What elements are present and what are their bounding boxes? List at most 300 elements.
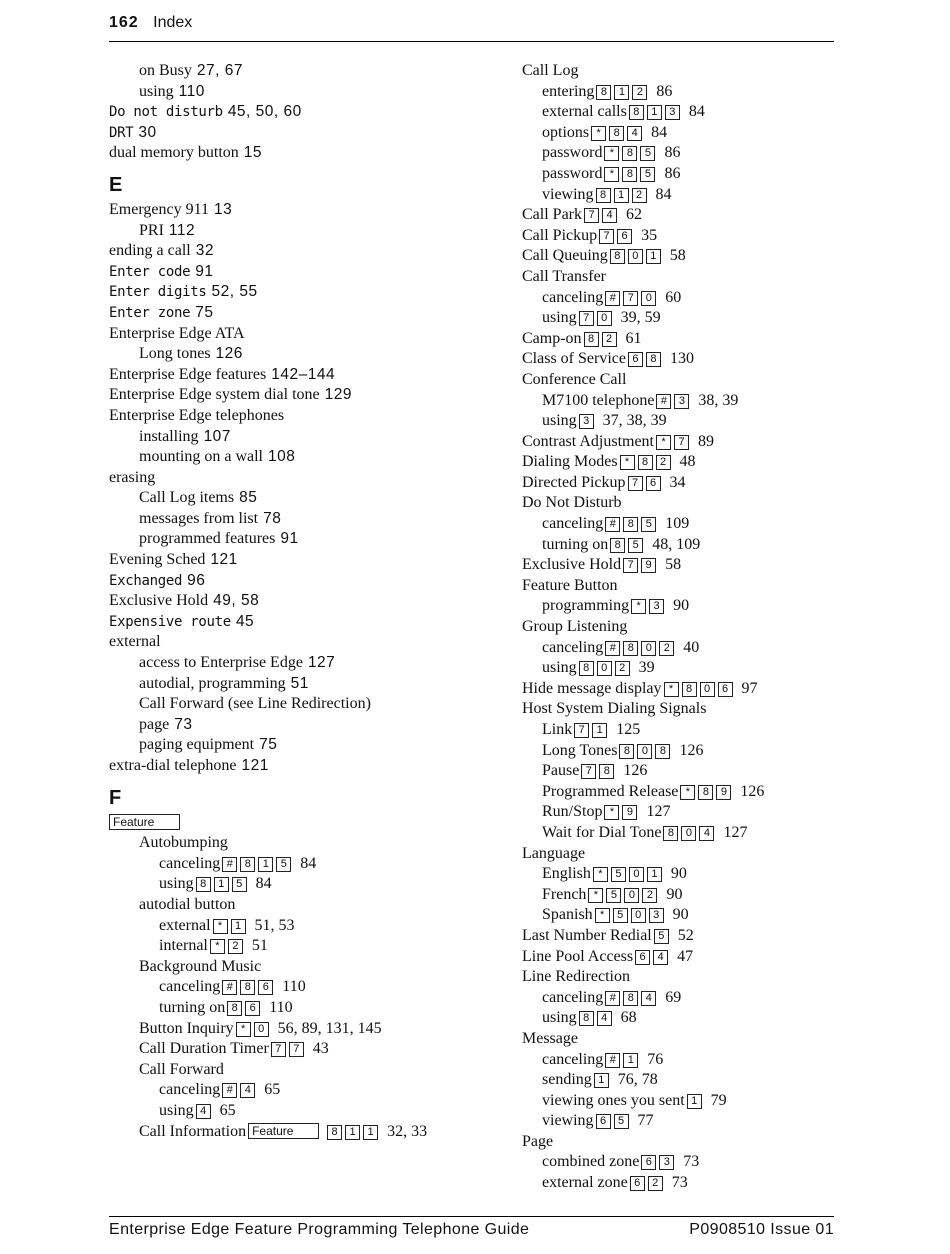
entry-page-numbers: 15 bbox=[243, 144, 263, 162]
entry-term: Message bbox=[522, 1029, 578, 1047]
entry-term: Do Not Disturb bbox=[522, 494, 622, 512]
entry-page-numbers: 43 bbox=[312, 1040, 329, 1058]
keypad-key-icon: 1 bbox=[594, 1073, 609, 1088]
key-sequence bbox=[595, 906, 667, 923]
entry-page-numbers: 61 bbox=[625, 329, 642, 347]
entry-term: canceling bbox=[542, 638, 604, 656]
entry-term: viewing ones you sent bbox=[542, 1091, 685, 1109]
entry-term: Dialing Modes bbox=[522, 453, 618, 471]
section-letter-heading: F bbox=[109, 786, 122, 809]
index-entry bbox=[522, 493, 842, 514]
keypad-key-icon: * bbox=[588, 888, 603, 903]
key-sequence bbox=[196, 875, 250, 892]
entry-page-numbers: 79 bbox=[710, 1091, 727, 1109]
entry-page-numbers: 126 bbox=[215, 345, 243, 363]
keypad-key-icon: * bbox=[680, 785, 695, 800]
keypad-key-icon: 1 bbox=[647, 867, 662, 882]
entry-page-numbers: 32, 33 bbox=[387, 1122, 428, 1140]
index-entry bbox=[522, 782, 842, 803]
keypad-key-icon: 2 bbox=[659, 641, 674, 656]
entry-term: autodial button bbox=[139, 895, 236, 913]
entry-page-numbers: 91 bbox=[195, 262, 214, 280]
entry-term: Group Listening bbox=[522, 618, 628, 636]
keypad-key-icon: 8 bbox=[327, 1125, 342, 1140]
keypad-key-icon: 5 bbox=[640, 146, 655, 161]
entry-page-numbers: 112 bbox=[168, 221, 196, 239]
index-entry bbox=[109, 1080, 509, 1101]
index-entry bbox=[109, 241, 509, 262]
keypad-key-icon: 0 bbox=[681, 826, 696, 841]
key-sequence bbox=[594, 1071, 612, 1088]
index-entry bbox=[522, 432, 842, 453]
keypad-key-icon: 1 bbox=[345, 1125, 360, 1140]
keypad-key-icon: 0 bbox=[700, 682, 715, 697]
key-sequence bbox=[579, 309, 615, 326]
keypad-key-icon: 1 bbox=[363, 1125, 378, 1140]
keypad-key-icon: * bbox=[620, 455, 635, 470]
index-entry bbox=[109, 102, 509, 123]
entry-page-numbers: 121 bbox=[241, 757, 269, 774]
entry-term: Conference Call bbox=[522, 370, 627, 388]
key-sequence bbox=[628, 350, 664, 367]
entry-term: Feature Button bbox=[522, 576, 618, 594]
keypad-key-icon: 8 bbox=[622, 146, 637, 161]
header-rule bbox=[109, 41, 834, 42]
entry-term: turning on bbox=[159, 998, 226, 1016]
keypad-key-icon: 2 bbox=[615, 661, 630, 676]
entry-page-numbers: 76, 78 bbox=[617, 1071, 658, 1089]
keypad-key-icon: 6 bbox=[245, 1001, 260, 1016]
entry-term: Last Number Redial bbox=[522, 926, 652, 944]
keypad-key-icon: 0 bbox=[597, 661, 612, 676]
index-entry bbox=[522, 205, 842, 226]
entry-page-numbers: 27, 67 bbox=[196, 62, 244, 79]
keypad-key-icon: 0 bbox=[628, 249, 643, 264]
index-entry bbox=[109, 694, 509, 715]
entry-page-numbers: 47 bbox=[677, 947, 694, 965]
keypad-key-icon: 8 bbox=[609, 126, 624, 141]
index-entry bbox=[522, 1070, 842, 1091]
index-entry bbox=[522, 1091, 842, 1112]
key-sequence bbox=[596, 1112, 632, 1129]
entry-term: Spanish bbox=[542, 906, 593, 924]
keypad-key-icon: # bbox=[605, 517, 620, 532]
keypad-key-icon: # bbox=[605, 291, 620, 306]
key-sequence bbox=[604, 165, 658, 182]
index-entry bbox=[522, 123, 842, 144]
index-entry bbox=[522, 473, 842, 494]
key-sequence bbox=[599, 227, 635, 244]
keypad-key-icon: 2 bbox=[642, 888, 657, 903]
keypad-key-icon: 6 bbox=[596, 1114, 611, 1129]
keypad-key-icon: * bbox=[664, 682, 679, 697]
keypad-key-icon: 8 bbox=[596, 188, 611, 203]
index-entry bbox=[522, 761, 842, 782]
entry-page-numbers: 73 bbox=[174, 715, 193, 733]
key-sequence bbox=[227, 999, 263, 1016]
keypad-key-icon: 8 bbox=[579, 1011, 594, 1026]
entry-term: sending bbox=[542, 1071, 592, 1089]
entry-page-numbers: 52 bbox=[677, 926, 694, 944]
keypad-key-icon: 1 bbox=[647, 105, 662, 120]
key-sequence bbox=[579, 412, 597, 429]
entry-term: Run/Stop bbox=[542, 803, 603, 821]
keypad-key-icon: # bbox=[222, 1083, 237, 1098]
keypad-key-icon: * bbox=[656, 435, 671, 450]
entry-term: DRT bbox=[109, 124, 134, 141]
keypad-key-icon: 5 bbox=[613, 908, 628, 923]
entry-term: canceling bbox=[159, 1081, 221, 1099]
entry-term: Enterprise Edge system dial tone bbox=[109, 386, 320, 404]
keypad-key-icon: 4 bbox=[602, 208, 617, 223]
key-sequence bbox=[593, 865, 665, 882]
index-entry bbox=[522, 1008, 842, 1029]
entry-term: mounting on a wall bbox=[139, 448, 263, 466]
entry-term: Autobumping bbox=[139, 834, 228, 852]
key-sequence bbox=[605, 639, 677, 656]
keypad-key-icon: 8 bbox=[596, 85, 611, 100]
index-entry bbox=[109, 1122, 509, 1143]
entry-term: options bbox=[542, 123, 590, 141]
index-entry bbox=[109, 82, 509, 103]
index-entry bbox=[522, 452, 842, 473]
entry-term: Enterprise Edge telephones bbox=[109, 406, 285, 424]
entry-page-numbers: 108 bbox=[267, 448, 296, 466]
entry-term: Emergency 911 bbox=[109, 200, 209, 218]
keypad-key-icon: 4 bbox=[240, 1083, 255, 1098]
entry-term: viewing bbox=[542, 185, 594, 203]
key-sequence bbox=[619, 742, 673, 759]
key-sequence bbox=[664, 680, 736, 697]
keypad-key-icon: 5 bbox=[654, 929, 669, 944]
keypad-key-icon: 6 bbox=[628, 352, 643, 367]
page-footer bbox=[109, 1221, 834, 1243]
index-entry bbox=[522, 246, 842, 267]
index-entry bbox=[522, 185, 842, 206]
index-entry bbox=[109, 61, 509, 82]
entry-term: Language bbox=[522, 844, 586, 862]
keypad-key-icon: 8 bbox=[655, 744, 670, 759]
index-entry bbox=[109, 427, 509, 448]
entry-page-numbers: 110 bbox=[178, 82, 205, 100]
entry-term: internal bbox=[159, 937, 208, 955]
keypad-key-icon: 9 bbox=[641, 558, 656, 573]
entry-term: using bbox=[159, 875, 194, 893]
footer-rule bbox=[109, 1216, 834, 1217]
index-entry bbox=[522, 864, 842, 885]
entry-term: Enterprise Edge ATA bbox=[109, 324, 245, 342]
entry-term: external bbox=[109, 633, 161, 651]
index-entry bbox=[522, 1111, 842, 1132]
section-letter-heading: E bbox=[109, 173, 123, 196]
index-entry bbox=[109, 221, 509, 242]
entry-page-numbers: 110 bbox=[269, 998, 293, 1016]
key-sequence bbox=[605, 515, 659, 532]
keypad-key-icon: 7 bbox=[271, 1042, 286, 1057]
entry-page-numbers: 77 bbox=[637, 1112, 654, 1130]
entry-term: paging equipment bbox=[139, 736, 255, 754]
entry-term: external bbox=[159, 916, 211, 934]
entry-page-numbers: 51 bbox=[290, 674, 309, 692]
entry-page-numbers: 90 bbox=[666, 885, 683, 903]
entry-page-numbers: 85 bbox=[239, 489, 258, 507]
entry-page-numbers: 73 bbox=[683, 1153, 700, 1171]
entry-page-numbers: 90 bbox=[673, 597, 690, 615]
keypad-key-icon: 9 bbox=[622, 805, 637, 820]
keypad-key-icon: 1 bbox=[258, 857, 273, 872]
keypad-key-icon: 7 bbox=[584, 208, 599, 223]
keypad-key-icon: 4 bbox=[627, 126, 642, 141]
index-entry bbox=[522, 988, 842, 1009]
index-entry bbox=[109, 123, 509, 144]
entry-term: Do not disturb bbox=[109, 104, 223, 121]
key-sequence bbox=[620, 453, 674, 470]
entry-page-numbers: 142–144 bbox=[271, 365, 336, 383]
entry-page-numbers: 75 bbox=[259, 736, 278, 754]
entry-page-numbers: 37, 38, 39 bbox=[602, 412, 667, 430]
entry-page-numbers: 125 bbox=[616, 721, 641, 738]
index-entry bbox=[109, 1101, 509, 1122]
entry-page-numbers: 51, 53 bbox=[254, 916, 295, 934]
entry-page-numbers: 40 bbox=[683, 638, 700, 656]
index-entry bbox=[522, 885, 842, 906]
keypad-key-icon: 1 bbox=[646, 249, 661, 264]
entry-page-numbers: 75 bbox=[195, 303, 214, 321]
entry-page-numbers: 126 bbox=[679, 741, 704, 759]
key-sequence bbox=[579, 1009, 615, 1026]
index-entry bbox=[522, 1152, 842, 1173]
keypad-key-icon: 0 bbox=[641, 641, 656, 656]
entry-term: Line Redirection bbox=[522, 968, 630, 986]
entry-term: canceling bbox=[159, 854, 221, 872]
entry-term: on Busy bbox=[139, 62, 192, 79]
entry-term: Call Park bbox=[522, 206, 582, 224]
entry-term: using bbox=[542, 1009, 577, 1027]
entry-page-numbers: 90 bbox=[672, 906, 689, 924]
entry-term: Pause bbox=[542, 762, 580, 780]
index-entry bbox=[109, 262, 509, 283]
entry-term: Button Inquiry bbox=[139, 1019, 234, 1037]
entry-term: Line Pool Access bbox=[522, 947, 634, 965]
index-entry bbox=[522, 329, 842, 350]
entry-term: Long Tones bbox=[542, 741, 618, 759]
key-sequence bbox=[210, 937, 246, 954]
keypad-key-icon: 2 bbox=[632, 85, 647, 100]
entry-page-numbers: 30 bbox=[138, 123, 157, 141]
key-sequence bbox=[596, 83, 650, 100]
index-entry bbox=[109, 1060, 509, 1081]
entry-term: page bbox=[139, 715, 170, 733]
keypad-key-icon: 0 bbox=[631, 908, 646, 923]
entry-term: Contrast Adjustment bbox=[522, 432, 654, 450]
index-entry bbox=[109, 833, 509, 854]
keypad-key-icon: 7 bbox=[599, 229, 614, 244]
keypad-key-icon: 3 bbox=[649, 599, 664, 614]
entry-term: access to Enterprise Edge bbox=[139, 654, 303, 672]
keypad-key-icon: 1 bbox=[231, 919, 246, 934]
keypad-key-icon: 8 bbox=[682, 682, 697, 697]
key-sequence bbox=[635, 948, 671, 965]
footer-doc-number: P0908510 Issue 01 bbox=[689, 1221, 834, 1238]
index-entry bbox=[522, 596, 842, 617]
key-sequence bbox=[222, 855, 294, 872]
keypad-key-icon: 1 bbox=[623, 1053, 638, 1068]
keypad-key-icon: 8 bbox=[638, 455, 653, 470]
key-sequence bbox=[641, 1153, 677, 1170]
keypad-key-icon: 3 bbox=[674, 394, 689, 409]
keypad-key-icon: 5 bbox=[641, 517, 656, 532]
keypad-key-icon: 7 bbox=[674, 435, 689, 450]
entry-page-numbers: 84 bbox=[300, 854, 317, 872]
keypad-key-icon: 6 bbox=[630, 1176, 645, 1191]
entry-page-numbers: 39 bbox=[638, 659, 655, 677]
index-entry bbox=[109, 282, 509, 303]
index-entry bbox=[109, 143, 509, 164]
entry-page-numbers: 97 bbox=[741, 679, 758, 697]
index-entry bbox=[522, 308, 842, 329]
index-entry bbox=[109, 735, 509, 756]
keypad-key-icon: 7 bbox=[289, 1042, 304, 1057]
entry-term: canceling bbox=[159, 978, 221, 996]
keypad-key-icon: 2 bbox=[602, 332, 617, 347]
entry-term: Call Forward (see Line Redirection) bbox=[139, 695, 371, 713]
entry-term: Host System Dialing Signals bbox=[522, 700, 707, 718]
index-entry bbox=[522, 514, 842, 535]
entry-term: Call Information bbox=[139, 1122, 247, 1140]
index-entry bbox=[522, 617, 842, 638]
index-entry bbox=[109, 653, 509, 674]
entry-term: turning on bbox=[542, 535, 609, 553]
index-entry bbox=[109, 813, 509, 834]
entry-page-numbers: 86 bbox=[664, 164, 681, 182]
entry-term: programmed features bbox=[139, 530, 276, 548]
index-entry bbox=[522, 802, 842, 823]
entry-term: Evening Sched bbox=[109, 551, 206, 569]
entry-page-numbers: 84 bbox=[688, 103, 705, 121]
index-entry bbox=[522, 823, 842, 844]
key-sequence bbox=[584, 330, 620, 347]
keypad-key-icon: 7 bbox=[623, 291, 638, 306]
keypad-key-icon: 6 bbox=[635, 950, 650, 965]
entry-page-numbers: 39, 59 bbox=[620, 309, 661, 327]
entry-page-numbers: 110 bbox=[282, 978, 306, 996]
entry-page-numbers: 62 bbox=[626, 206, 642, 224]
key-sequence bbox=[213, 917, 249, 934]
entry-term: Directed Pickup bbox=[522, 473, 626, 491]
entry-term: autodial, programming bbox=[139, 674, 286, 692]
entry-page-numbers: 126 bbox=[740, 782, 765, 800]
keypad-key-icon: 8 bbox=[240, 857, 255, 872]
entry-page-numbers: 73 bbox=[671, 1174, 688, 1192]
index-entry bbox=[109, 936, 509, 957]
index-entry bbox=[109, 715, 509, 736]
index-entry bbox=[109, 344, 509, 365]
entry-page-numbers: 13 bbox=[213, 200, 233, 218]
key-sequence bbox=[591, 124, 645, 141]
entry-term: canceling bbox=[542, 1050, 604, 1068]
keypad-key-icon: 6 bbox=[646, 476, 661, 491]
entry-page-numbers: 109 bbox=[665, 515, 690, 533]
entry-term: Expensive route bbox=[109, 613, 231, 630]
index-entry bbox=[109, 365, 509, 386]
keypad-key-icon: 4 bbox=[699, 826, 714, 841]
entry-page-numbers: 86 bbox=[656, 82, 673, 100]
key-sequence bbox=[628, 474, 664, 491]
index-entry bbox=[109, 385, 509, 406]
entry-page-numbers: 56, 89, 131, 145 bbox=[277, 1019, 382, 1037]
entry-page-numbers: 45, 50, 60 bbox=[227, 103, 302, 121]
index-entry bbox=[522, 926, 842, 947]
entry-page-numbers: 51 bbox=[251, 937, 268, 955]
key-sequence bbox=[236, 1020, 272, 1037]
key-sequence bbox=[327, 1123, 381, 1140]
keypad-key-icon: 8 bbox=[599, 764, 614, 779]
index-entry bbox=[522, 844, 842, 865]
entry-page-numbers: 127 bbox=[646, 803, 671, 821]
keypad-key-icon: 8 bbox=[579, 661, 594, 676]
key-sequence bbox=[271, 1040, 307, 1057]
keypad-key-icon: * bbox=[591, 126, 606, 141]
entry-page-numbers: 48, 109 bbox=[652, 535, 701, 553]
entry-term: Exclusive Hold bbox=[109, 592, 209, 610]
entry-term: French bbox=[542, 885, 587, 903]
key-sequence bbox=[222, 1081, 258, 1098]
keypad-key-icon: 7 bbox=[581, 764, 596, 779]
entry-page-numbers: 68 bbox=[620, 1009, 637, 1027]
entry-page-numbers: 89 bbox=[698, 432, 714, 450]
entry-page-numbers: 78 bbox=[263, 509, 282, 527]
entry-term: external calls bbox=[542, 103, 627, 121]
keypad-key-icon: 6 bbox=[617, 229, 632, 244]
key-sequence bbox=[630, 1174, 666, 1191]
key-sequence bbox=[222, 978, 276, 995]
entry-page-numbers: 38, 39 bbox=[698, 391, 739, 409]
keypad-key-icon: 3 bbox=[665, 105, 680, 120]
entry-term: Exchanged bbox=[109, 572, 183, 589]
entry-page-numbers: 127 bbox=[307, 654, 336, 672]
keypad-key-icon: 7 bbox=[574, 723, 589, 738]
entry-term: using bbox=[139, 82, 174, 100]
entry-page-numbers: 90 bbox=[670, 865, 687, 883]
index-entry bbox=[109, 468, 509, 489]
index-entry bbox=[522, 679, 842, 700]
index-entry bbox=[522, 82, 842, 103]
keypad-key-icon: 1 bbox=[214, 877, 229, 892]
key-sequence bbox=[629, 103, 683, 120]
key-sequence bbox=[656, 392, 692, 409]
index-entry bbox=[109, 303, 509, 324]
entry-page-numbers: 60 bbox=[665, 288, 682, 306]
keypad-key-icon: 2 bbox=[656, 455, 671, 470]
key-sequence bbox=[656, 433, 692, 450]
keypad-key-icon: 8 bbox=[622, 167, 637, 182]
keypad-key-icon: * bbox=[631, 599, 646, 614]
keypad-key-icon: 8 bbox=[610, 538, 625, 553]
keypad-key-icon: * bbox=[604, 146, 619, 161]
index-entry bbox=[109, 998, 509, 1019]
keypad-key-icon: 9 bbox=[716, 785, 731, 800]
entry-term: entering bbox=[542, 82, 595, 100]
keypad-key-icon: 0 bbox=[637, 744, 652, 759]
index-entry bbox=[109, 874, 509, 895]
keypad-key-icon: # bbox=[222, 980, 237, 995]
entry-page-numbers: 86 bbox=[664, 144, 681, 162]
index-column-right bbox=[522, 61, 842, 1194]
index-entry bbox=[522, 267, 842, 288]
entry-page-numbers: 84 bbox=[651, 123, 668, 141]
index-entry bbox=[109, 509, 509, 530]
index-entry bbox=[109, 1039, 509, 1060]
